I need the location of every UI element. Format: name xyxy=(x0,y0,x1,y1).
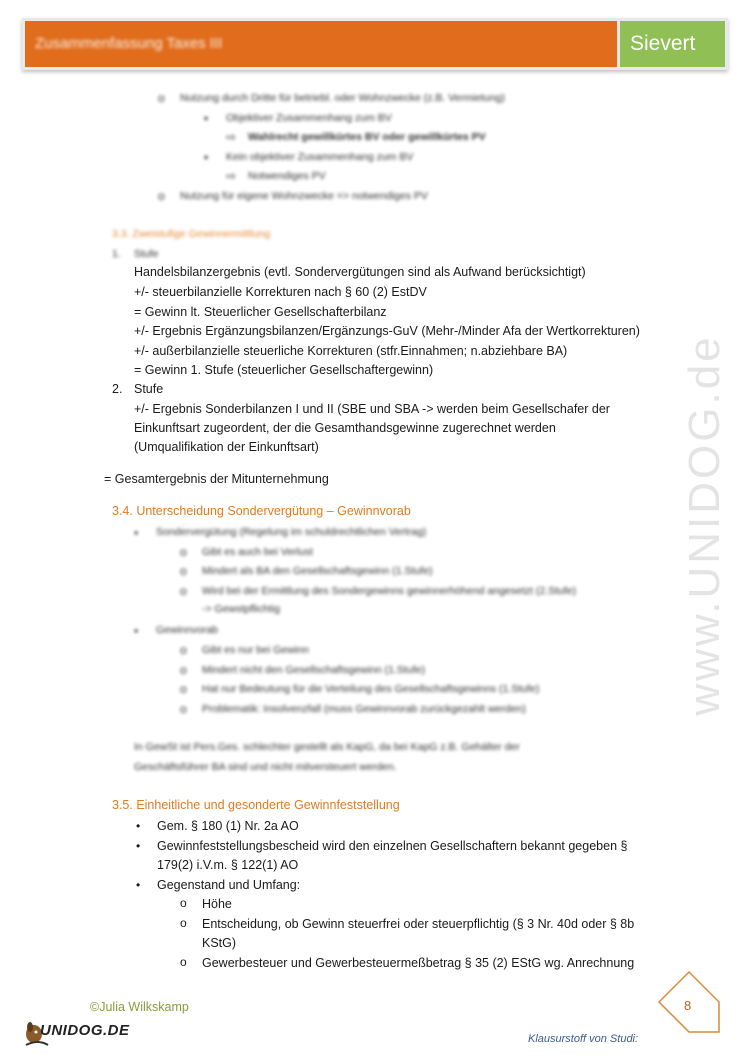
page-header xyxy=(22,18,728,70)
bullet-item: Gem. § 180 (1) Nr. 2a AO xyxy=(157,819,299,833)
header-title-bar xyxy=(25,21,617,67)
step-number: 2. xyxy=(112,382,123,396)
section-heading-3-4: 3.4. Unterscheidung Sondervergütung – Gewinnvorab xyxy=(112,504,411,518)
list-item: Gibt es auch bei Verlust xyxy=(202,546,313,558)
step-label: Stufe xyxy=(134,382,164,396)
list-item: Gewinnvorab xyxy=(156,624,218,636)
list-item: Wird bei der Ermittlung des Sondergewinns gewinnerhöhend angesetzt (2.Stufe) xyxy=(202,585,577,597)
bullet-marker: • xyxy=(136,819,141,833)
bullet-item: Gegenstand und Umfang: xyxy=(157,878,301,892)
list-item: Nutzung für eigene Wohnzwecke => notwendiges PV xyxy=(180,190,428,202)
bullet-item: Gewinnfeststellungsbescheid wird den einzelnen Gesellschaftern bekannt gegeben § xyxy=(157,839,628,853)
list-marker: o xyxy=(180,545,187,559)
step-label: Stufe xyxy=(134,248,159,260)
header-author-box xyxy=(620,21,725,67)
bullet-marker: • xyxy=(136,839,141,853)
list-item: Gibt es nur bei Gewinn xyxy=(202,644,309,656)
list-marker: o xyxy=(180,584,187,598)
sub-item-cont: KStG) xyxy=(202,936,237,950)
arrow-icon: ⇨ xyxy=(226,169,237,183)
list-marker: ▪ xyxy=(204,150,209,164)
footer-source: Klausurstoff von Studi: xyxy=(528,1033,639,1045)
note-line: In GewSt ist Pers.Ges. schlechter gestellt als KapG, da bei KapG z.B. Gehälter der xyxy=(134,741,520,753)
total-line: = Gesamtergebnis der Mitunternehmung xyxy=(104,472,329,486)
page-number: 8 xyxy=(684,998,692,1013)
step1-line: = Gewinn lt. Steuerlicher Gesellschafterbilanz xyxy=(134,305,387,319)
step2-line: Einkunftsart zugeordent, der die Gesamthandsgewinne zugerechnet werden xyxy=(134,421,556,435)
step1-line: = Gewinn 1. Stufe (steuerlicher Gesellschaftergewinn) xyxy=(134,363,434,377)
list-marker: • xyxy=(134,624,139,638)
section-heading-3-5: 3.5. Einheitliche und gesonderte Gewinnfeststellung xyxy=(112,798,400,812)
list-marker: o xyxy=(158,91,165,105)
sub-item: Gewerbesteuer und Gewerbesteuermeßbetrag § 35 (2) EStG wg. Anrechnung xyxy=(202,956,635,970)
list-item: Notwendiges PV xyxy=(248,170,326,182)
step1-line: +/- steuerbilanzielle Korrekturen nach § 60 (2) EstDV xyxy=(134,285,427,299)
note-line: Geschäftsführer BA sind und nicht mitversteuert werden. xyxy=(134,761,397,773)
sub-marker: o xyxy=(180,955,187,969)
list-item: Mindert nicht den Gesellschaftsgewinn (1.Stufe) xyxy=(202,664,425,676)
sub-item: Entscheidung, ob Gewinn steuerfrei oder steuerpflichtig (§ 3 Nr. 40d oder § 8b xyxy=(202,917,635,931)
arrow-icon: ⇨ xyxy=(226,130,237,144)
step2-line: +/- Ergebnis Sonderbilanzen I und II (SBE und SBA -> werden beim Gesellschafer der xyxy=(134,402,610,416)
list-item: Nutzung durch Dritte für betriebl. oder Wohnzwecke (z.B. Vermietung) xyxy=(180,92,505,104)
list-marker: o xyxy=(180,663,187,677)
list-item: Problematik: Insolvenzfall (muss Gewinnvorab zurückgezahlt werden) xyxy=(202,703,526,715)
list-marker: o xyxy=(180,643,187,657)
bullet-marker: • xyxy=(136,878,141,892)
list-item: Hat nur Bedeutung für die Verteilung des Gesellschaftsgewinns (1.Stufe) xyxy=(202,683,540,695)
step2-line: (Umqualifikation der Einkunftsart) xyxy=(134,440,319,454)
list-marker: • xyxy=(134,526,139,540)
header-author: Sievert xyxy=(630,32,696,55)
list-marker: o xyxy=(180,564,187,578)
header-title: Zusammenfassung Taxes III xyxy=(35,35,223,52)
list-item: Mindert als BA den Gesellschaftsgewinn (1.Stufe) xyxy=(202,565,433,577)
list-item: -> Gewstpflichtig xyxy=(202,603,280,615)
logo-text: UNIDOG.DE xyxy=(40,1022,130,1039)
list-item: Sondervergütung (Regelung im schuldrechtlichen Vertrag) xyxy=(156,526,427,538)
list-marker: ▪ xyxy=(204,111,209,125)
sub-marker: o xyxy=(180,896,187,910)
step1-line: Handelsbilanzergebnis (evtl. Sondervergütungen sind als Aufwand berücksichtigt) xyxy=(134,265,586,279)
list-item: Objektiver Zusammenhang zum BV xyxy=(226,112,392,124)
sub-marker: o xyxy=(180,916,187,930)
section-heading-3-3: 3.3. Zweistufige Gewinnermittlung xyxy=(112,228,271,240)
step1-line: +/- Ergebnis Ergänzungsbilanzen/Ergänzungs-GuV (Mehr-/Minder Afa der Wertkorrekturen) xyxy=(134,324,640,338)
step-number: 1. xyxy=(112,248,121,260)
footer-copyright: ©Julia Wilkskamp xyxy=(90,1000,189,1014)
list-item: Wahlrecht gewillkürtes BV oder gewillkürtes PV xyxy=(248,131,486,143)
list-item: Kein objektiver Zusammenhang zum BV xyxy=(226,151,414,163)
list-marker: o xyxy=(180,702,187,716)
watermark: www.UNIDOG.de xyxy=(680,334,729,716)
step1-line: +/- außerbilanzielle steuerliche Korrekturen (stfr.Einnahmen; n.abziehbare BA) xyxy=(134,344,568,358)
list-marker: o xyxy=(180,682,187,696)
bullet-item-cont: 179(2) i.V.m. § 122(1) AO xyxy=(157,858,299,872)
list-marker: o xyxy=(158,189,165,203)
sub-item: Höhe xyxy=(202,897,232,911)
